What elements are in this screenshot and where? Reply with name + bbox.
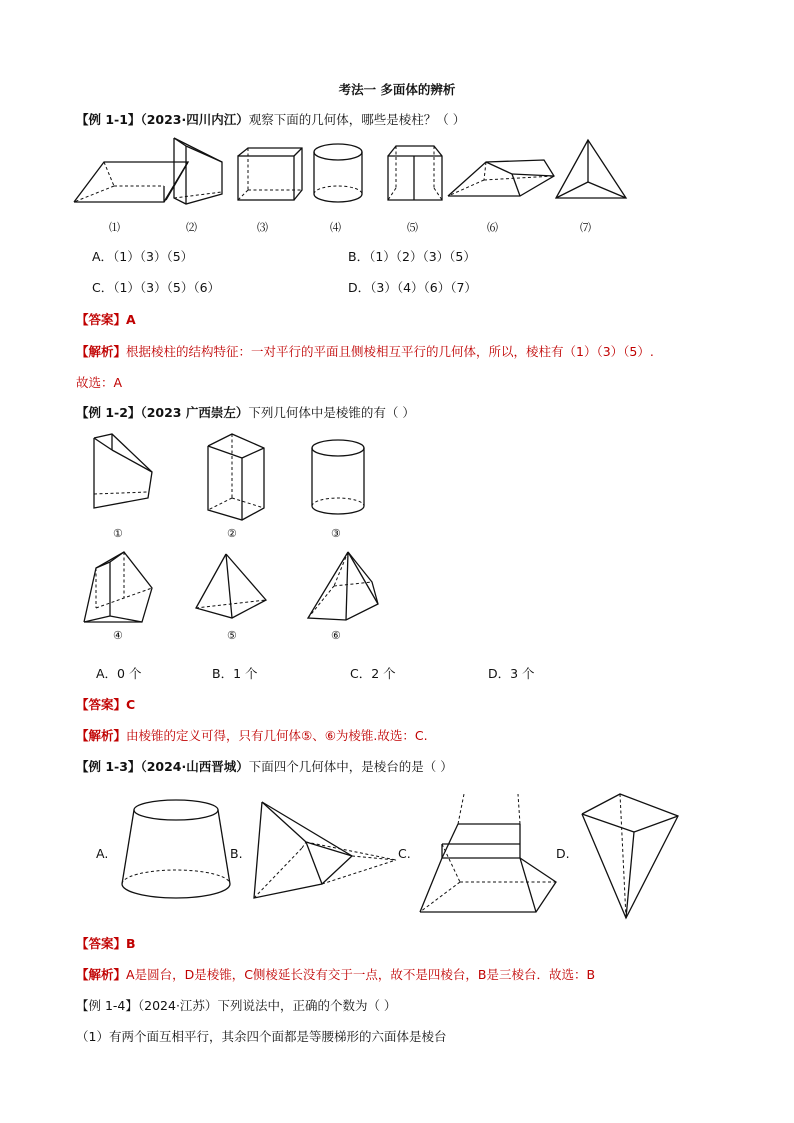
answer-tag: 【答案】 bbox=[76, 697, 127, 712]
fig-label-2: ⑵ bbox=[186, 221, 197, 234]
figure-a-cone-frustum bbox=[122, 800, 230, 898]
example-source: （2024·山西晋城） bbox=[140, 759, 249, 774]
example-source: （2023 广西崇左） bbox=[140, 405, 249, 420]
example-question: 观察下面的几何体，哪些是棱柱？（ ） bbox=[248, 112, 466, 127]
fig-label-circle-2: ② bbox=[227, 527, 237, 540]
example-1-4-header bbox=[76, 996, 396, 1014]
option-a[interactable]: A．（1）（3）（5） bbox=[92, 249, 194, 264]
analysis-text: A是圆台，D是棱锥，C侧棱延长没有交于一点，故不是四棱台，B是三棱台．故选：B bbox=[126, 967, 596, 982]
option-d[interactable]: D．3 个 bbox=[488, 666, 535, 681]
analysis-1-1 bbox=[76, 342, 654, 360]
example-tag: 【例 1-1】 bbox=[76, 112, 141, 127]
fig-label-circle-6: ⑥ bbox=[331, 629, 341, 642]
answer-1-3 bbox=[76, 934, 136, 952]
analysis-tag: 【解析】 bbox=[76, 967, 127, 982]
figure-6-frustum bbox=[448, 160, 554, 196]
example-1-1-figures bbox=[66, 134, 636, 238]
example-1-1-header bbox=[76, 110, 465, 128]
answer-1-1 bbox=[76, 310, 136, 328]
fig-label-circle-5: ⑤ bbox=[227, 629, 237, 642]
example-question: 下列说法中，正确的个数为（ ） bbox=[217, 998, 397, 1013]
figure-letter-a: A. bbox=[96, 846, 109, 861]
answer-value: C bbox=[126, 697, 136, 712]
figure-d-pyramid bbox=[582, 794, 678, 918]
fig-label-5: ⑸ bbox=[407, 221, 418, 234]
answer-tag: 【答案】 bbox=[76, 312, 127, 327]
section-title: 考法一 多面体的辨析 bbox=[338, 82, 456, 97]
figure-circle-4 bbox=[84, 552, 152, 622]
figure-4-cylinder bbox=[314, 144, 362, 202]
option-a[interactable]: A．0 个 bbox=[96, 666, 142, 681]
option-d[interactable]: D．（3）（4）（6）（7） bbox=[348, 280, 477, 295]
figure-c-frustum bbox=[420, 794, 556, 912]
fig-label-circle-3: ③ bbox=[331, 527, 341, 540]
figure-letter-b: B. bbox=[230, 846, 243, 861]
figure-circle-5 bbox=[196, 554, 266, 618]
figure-circle-1 bbox=[94, 434, 152, 508]
fig-label-3: ⑶ bbox=[257, 221, 268, 234]
analysis-tag: 【解析】 bbox=[76, 728, 127, 743]
fig-label-1: ⑴ bbox=[109, 221, 120, 234]
analysis-text: 根据棱柱的结构特征：一对平行的平面且侧棱相互平行的几何体，所以，棱柱有（1）（3）（5）. bbox=[126, 344, 654, 359]
fig-label-7: ⑺ bbox=[580, 221, 591, 234]
example-tag: 【例 1-2】 bbox=[76, 405, 141, 420]
figure-7-tetrahedron bbox=[556, 140, 626, 198]
answer-tag: 【答案】 bbox=[76, 936, 127, 951]
example-1-2-header bbox=[76, 403, 415, 421]
analysis-tag: 【解析】 bbox=[76, 344, 127, 359]
figure-circle-6 bbox=[308, 552, 378, 620]
analysis-1-2 bbox=[76, 726, 428, 744]
option-c[interactable]: C．2 个 bbox=[350, 666, 396, 681]
figure-circle-2 bbox=[208, 434, 264, 520]
answer-1-2 bbox=[76, 695, 135, 713]
option-b[interactable]: B．（1）（2）（3）（5） bbox=[348, 249, 476, 264]
fig-label-4: ⑷ bbox=[330, 221, 341, 234]
figure-b-triangular-frustum bbox=[254, 802, 396, 898]
figure-letter-d: D. bbox=[556, 846, 570, 861]
example-tag: 【例 1-3】 bbox=[76, 759, 141, 774]
figure-circle-3 bbox=[312, 440, 364, 514]
analysis-1-3 bbox=[76, 965, 595, 983]
fig-label-6: ⑹ bbox=[487, 221, 498, 234]
conclusion-1-1: 故选：A bbox=[76, 375, 123, 390]
figure-3-box bbox=[238, 148, 302, 200]
example-1-3-figures bbox=[96, 788, 696, 924]
example-1-4-item-1: （1）有两个面互相平行，其余四个面都是等腰梯形的六面体是棱台 bbox=[76, 1029, 447, 1044]
analysis-text: 由棱锥的定义可得，只有几何体⑤、⑥为棱锥.故选：C. bbox=[126, 728, 428, 743]
figure-5-prism bbox=[388, 146, 442, 200]
figure-letter-c: C. bbox=[398, 846, 411, 861]
example-1-3-header bbox=[76, 757, 453, 775]
option-b[interactable]: B．1 个 bbox=[212, 666, 258, 681]
example-question: 下面四个几何体中，是棱台的是（ ） bbox=[248, 759, 453, 774]
fig-label-circle-1: ① bbox=[113, 527, 123, 540]
example-source: （2024·江苏） bbox=[137, 998, 218, 1013]
answer-value: B bbox=[126, 936, 136, 951]
answer-value: A bbox=[126, 312, 136, 327]
example-source: （2023·四川内江） bbox=[140, 112, 249, 127]
figure-2 bbox=[174, 138, 222, 204]
example-tag: 【例 1-4】 bbox=[76, 998, 138, 1013]
fig-label-circle-4: ④ bbox=[113, 629, 123, 642]
figure-1-prism bbox=[74, 162, 188, 202]
option-c[interactable]: C．（1）（3）（5）（6） bbox=[92, 280, 221, 295]
example-question: 下列几何体中是棱锥的有（ ） bbox=[248, 405, 415, 420]
example-1-2-figures bbox=[76, 428, 396, 658]
